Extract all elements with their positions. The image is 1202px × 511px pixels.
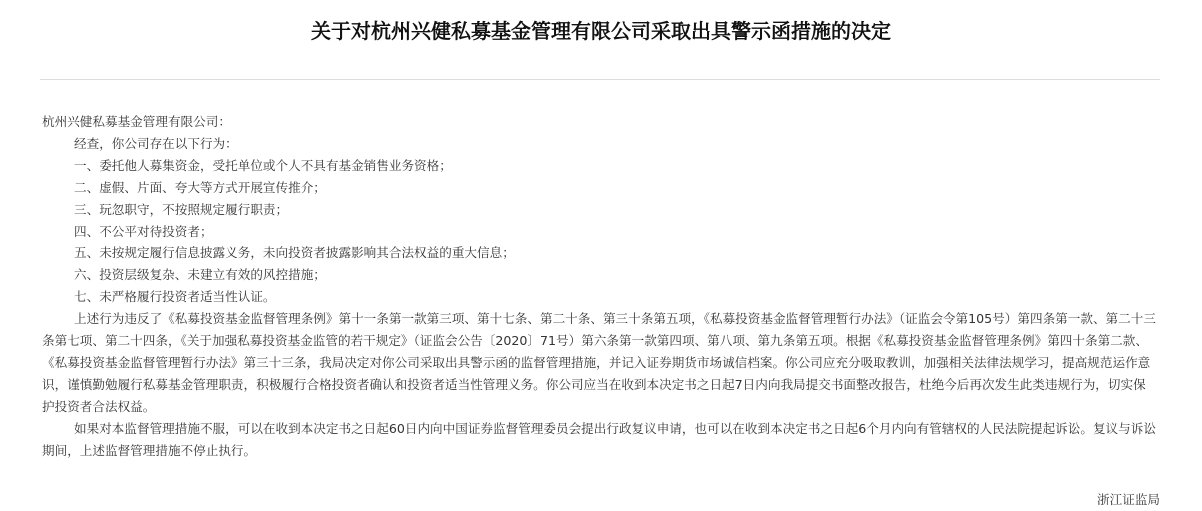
- violation-item-3: 三、玩忽职守，不按照规定履行职责；: [74, 201, 289, 217]
- document-body: [42, 111, 1158, 462]
- issuer-signature: 浙江证监局: [1097, 492, 1160, 507]
- violation-item-2: 二、虚假、片面、夸大等方式开展宣传推介；: [74, 179, 326, 195]
- violation-item-5: 五、未按规定履行信息披露义务，未向投资者披露影响其合法权益的重大信息；: [74, 245, 515, 261]
- intro-line: 经查，你公司存在以下行为：: [74, 135, 238, 151]
- document-title: 关于对杭州兴健私募基金管理有限公司采取出具警示函措施的决定: [311, 19, 891, 43]
- appeal-paragraph: 如果对本监督管理措施不服，可以在收到本决定书之日起60日内向中国证券监督管理委员会提出行政复议申请，也可以在收到本决定书之日起6个月内向有管辖权的人民法院提起诉讼。复议与诉讼期间，上述监督管理措施不停止执行。: [42, 420, 1156, 458]
- violation-item-6: 六、投资层级复杂、未建立有效的风控措施；: [74, 267, 326, 283]
- violation-item-4: 四、不公平对待投资者；: [74, 223, 213, 239]
- decision-paragraph: 上述行为违反了《私募投资基金监督管理条例》第十一条第一款第三项、第十七条、第二十条、第三十条第五项，《私募投资基金监督管理暂行办法》（证监会令第105号）第四条第一款、第二十三条第七项、第二十四条，《关于加强私募投资基金监管的若干规定》（证监会公告〔2020〕71号）第六条第一款第四项、第八项、第九条第五项。根据《私募投资基金监督管理条例》第四十条第二款、《私募投资基金监督管理暂行办法》第三十三条，我局决定对你公司采取出具警示函的监督管理措施，并记入证券期货市场诚信档案。你公司应充分吸取教训，加强相关法律法规学习，提高规范运作意识，谨慎勤勉履行私募基金管理职责，积极履行合格投资者确认和投资者适当性管理义务。你公司应当在收到本决定书之日起7日内向我局提交书面整改报告，杜绝今后再次发生此类违规行为，切实保护投资者合法权益。: [42, 311, 1156, 414]
- violation-item-7: 七、未严格履行投资者适当性认证。: [74, 289, 276, 305]
- title-divider: [40, 79, 1160, 80]
- addressee: 杭州兴健私募基金管理有限公司：: [42, 114, 231, 129]
- violation-item-1: 一、委托他人募集资金，受托单位或个人不具有基金销售业务资格；: [74, 157, 452, 173]
